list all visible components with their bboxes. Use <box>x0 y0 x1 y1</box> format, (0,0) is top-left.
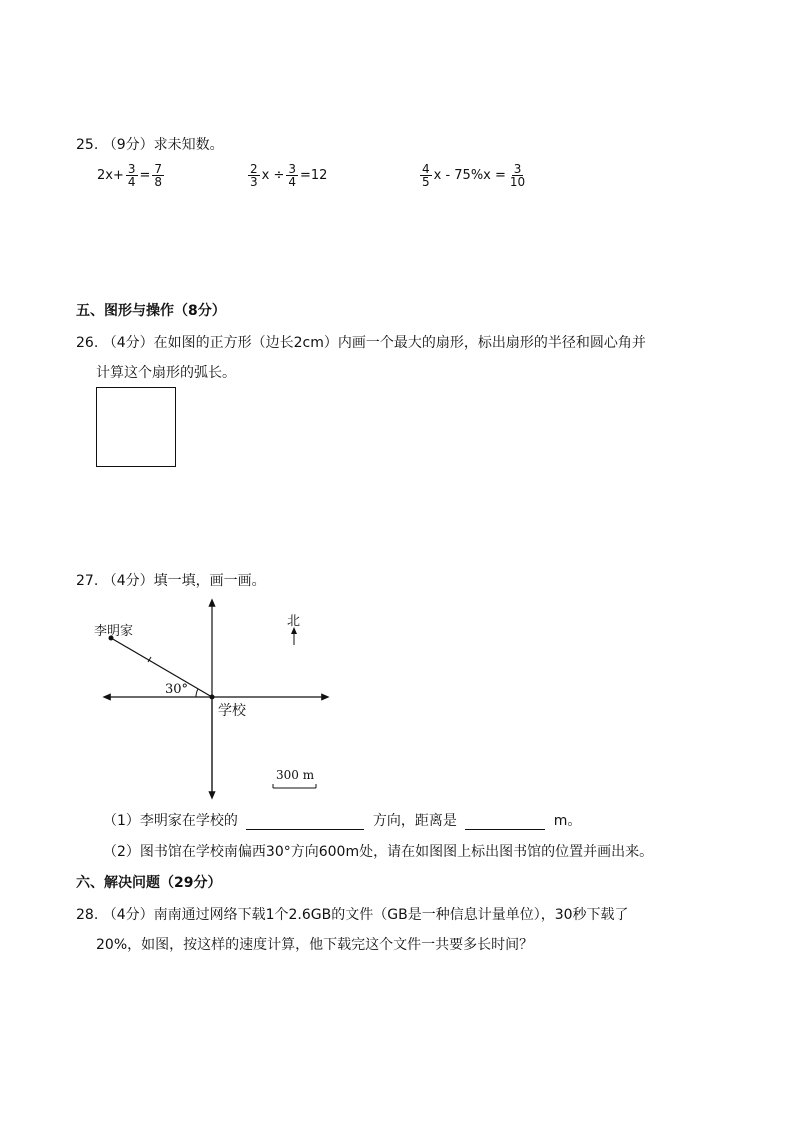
q28-text-line-2: 20%，如图，按这样的速度计算，他下载完这个文件一共要多长时间？ <box>96 937 534 953</box>
q28-text-line-1: 28. （4分）南南通过网络下载1个2.6GB的文件（GB是一种信息计量单位），30秒下载了 <box>76 907 629 923</box>
label-angle: 30° <box>165 682 189 697</box>
eq1-den-2: 8 <box>154 175 163 189</box>
eq2-den-1: 3 <box>250 175 258 189</box>
label-north: 北 <box>287 614 301 629</box>
eq1-num-2: 7 <box>154 162 163 176</box>
section-6-title: 六、解决问题（29分） <box>76 875 222 891</box>
angle-arc <box>196 689 198 697</box>
distance-blank[interactable] <box>465 815 545 830</box>
eq3-num-2: 3 <box>513 162 522 176</box>
school-point <box>210 695 215 700</box>
eq2-term: x ÷ <box>261 168 285 183</box>
eq1-num-1: 3 <box>127 162 136 176</box>
eq1-term: 2x+ <box>97 168 124 183</box>
q26-text-line-1: 26. （4分）在如图的正方形（边长2cm）内画一个最大的扇形，标出扇形的半径和圆心角并 <box>76 335 646 351</box>
q26-text-line-2: 计算这个扇形的弧长。 <box>96 365 236 381</box>
q27-sub-1-b: 方向，距离是 <box>372 813 457 829</box>
q27-sub-1-c: m。 <box>553 813 582 829</box>
eq3-den-1: 5 <box>422 175 430 189</box>
eq3-den-2: 10 <box>509 175 526 189</box>
eq2-den-2: 4 <box>288 175 296 189</box>
eq1-den-1: 4 <box>127 175 136 189</box>
label-school: 学校 <box>218 703 246 719</box>
q27-title: 27. （4分）填一填，画一画。 <box>76 573 266 589</box>
eq2-num-2: 3 <box>288 162 296 176</box>
label-scale: 300 m <box>276 768 315 782</box>
q27-sub-2: （2）图书馆在学校南偏西30°方向600m处，请在如图图上标出图书馆的位置并画出来。 <box>103 844 654 860</box>
q27-sub-1-a: （1）李明家在学校的 <box>103 813 238 829</box>
home-segment <box>111 638 212 697</box>
section-5-title: 五、图形与操作（8分） <box>76 303 226 319</box>
direction-blank[interactable] <box>246 815 364 830</box>
eq2-num-1: 2 <box>250 162 258 176</box>
eq3-term: x - 75%x = <box>433 168 506 183</box>
q25-title: 25. （9分）求未知数。 <box>76 137 224 153</box>
label-home: 李明家 <box>94 624 134 639</box>
q27-sub-1 <box>103 810 581 830</box>
eq3-num-1: 4 <box>422 162 430 176</box>
eq1-equals: = <box>139 168 151 183</box>
eq2-result: =12 <box>300 168 328 183</box>
